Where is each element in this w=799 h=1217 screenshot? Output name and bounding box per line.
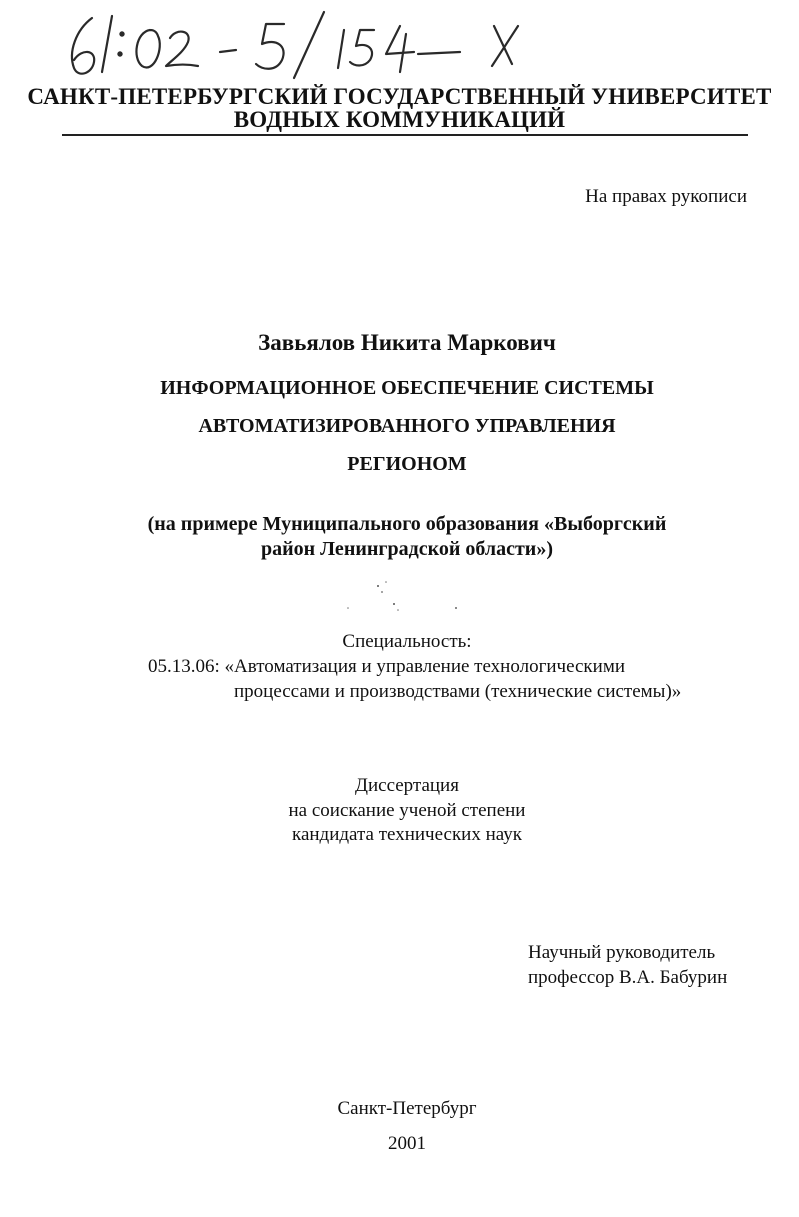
thesis-subtitle-line1: (на примере Муниципального образования «Выборгский (147, 513, 667, 535)
thesis-title-line3: РЕГИОНОМ (347, 453, 467, 475)
degree-line2: на соискание ученой степени (288, 800, 526, 821)
degree-line1: Диссертация (355, 775, 459, 796)
thesis-title-line2: АВТОМАТИЗИРОВАННОГО УПРАВЛЕНИЯ (198, 415, 616, 437)
specialty-label: Специальность: (342, 631, 472, 652)
thesis-subtitle-line2: район Ленинградской области») (261, 538, 553, 560)
year: 2001 (388, 1133, 426, 1154)
specialty-continuation: процессами и производствами (технические системы)» (234, 681, 682, 702)
supervisor-role: Научный руководитель (528, 942, 716, 963)
handwritten-archive-mark (62, 8, 532, 80)
supervisor-name: профессор В.А. Бабурин (528, 967, 728, 988)
university-name-line2: ВОДНЫХ КОММУНИКАЦИЙ (233, 107, 566, 132)
thesis-title-line1: ИНФОРМАЦИОННОЕ ОБЕСПЕЧЕНИЕ СИСТЕМЫ (160, 377, 654, 399)
city: Санкт-Петербург (337, 1098, 477, 1119)
university-name-line1: САНКТ-ПЕТЕРБУРГСКИЙ ГОСУДАРСТВЕННЫЙ УНИВЕРСИТЕТ (27, 84, 772, 109)
scan-specks (340, 578, 470, 614)
header-divider (62, 134, 748, 136)
specialty-code-line: 05.13.06: «Автоматизация и управление технологическими (148, 656, 626, 677)
degree-line3: кандидата технических наук (292, 824, 522, 845)
manuscript-note: На правах рукописи (585, 186, 747, 207)
author-name: Завьялов Никита Маркович (258, 330, 556, 355)
